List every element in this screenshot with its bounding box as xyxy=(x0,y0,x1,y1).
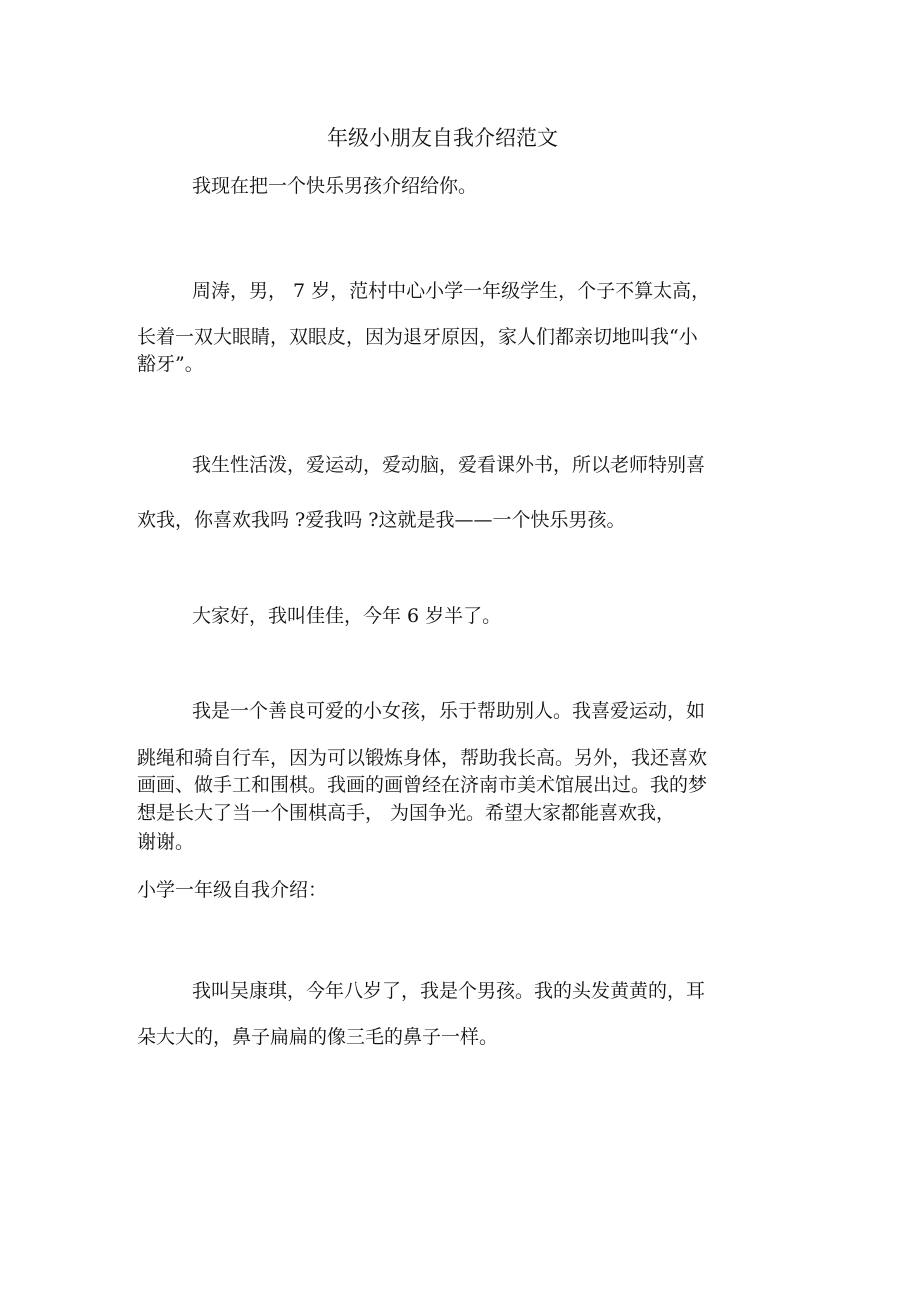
paragraph-line: 欢我，你喜欢我吗 ?爱我吗 ?这就是我——一个快乐男孩。 xyxy=(137,509,626,531)
paragraph-line: 大家好，我叫佳佳，今年 6 岁半了。 xyxy=(192,605,502,627)
paragraph-line: 朵大大的，鼻子扁扁的像三毛的鼻子一样。 xyxy=(137,1026,499,1048)
section-heading: 小学一年级自我介绍： xyxy=(137,879,328,901)
paragraph-line: 我是一个善良可爱的小女孩，乐于帮助别人。我喜爱运动，如 xyxy=(192,700,706,722)
paragraph-line: 我叫吴康琪，今年八岁了，我是个男孩。我的头发黄黄的，耳 xyxy=(192,980,706,1002)
paragraph-line: 周涛，男， 7 岁，范村中心小学一年级学生，个子不算太高， xyxy=(192,280,711,302)
paragraph-line: 想是长大了当一个围棋高手， 为国争光。希望大家都能喜欢我， xyxy=(137,802,676,824)
paragraph-line: 跳绳和骑自行车，因为可以锻炼身体，帮助我长高。另外，我还喜欢 xyxy=(137,747,708,769)
paragraph-line: 我生性活泼，爱运动，爱动脑，爱看课外书，所以老师特别喜 xyxy=(192,454,706,476)
paragraph-line: 长着一双大眼睛，双眼皮，因为退牙原因，家人们都亲切地叫我“小 xyxy=(137,326,698,348)
paragraph-line: 豁牙”。 xyxy=(137,353,204,375)
paragraph-line: 我现在把一个快乐男孩介绍给你。 xyxy=(192,175,478,197)
paragraph-line: 谢谢。 xyxy=(137,831,195,853)
paragraph-line: 画画、做手工和围棋。我画的画曾经在济南市美术馆展出过。我的梦 xyxy=(137,774,708,796)
document-title: 年级小朋友自我介绍范文 xyxy=(327,126,558,150)
